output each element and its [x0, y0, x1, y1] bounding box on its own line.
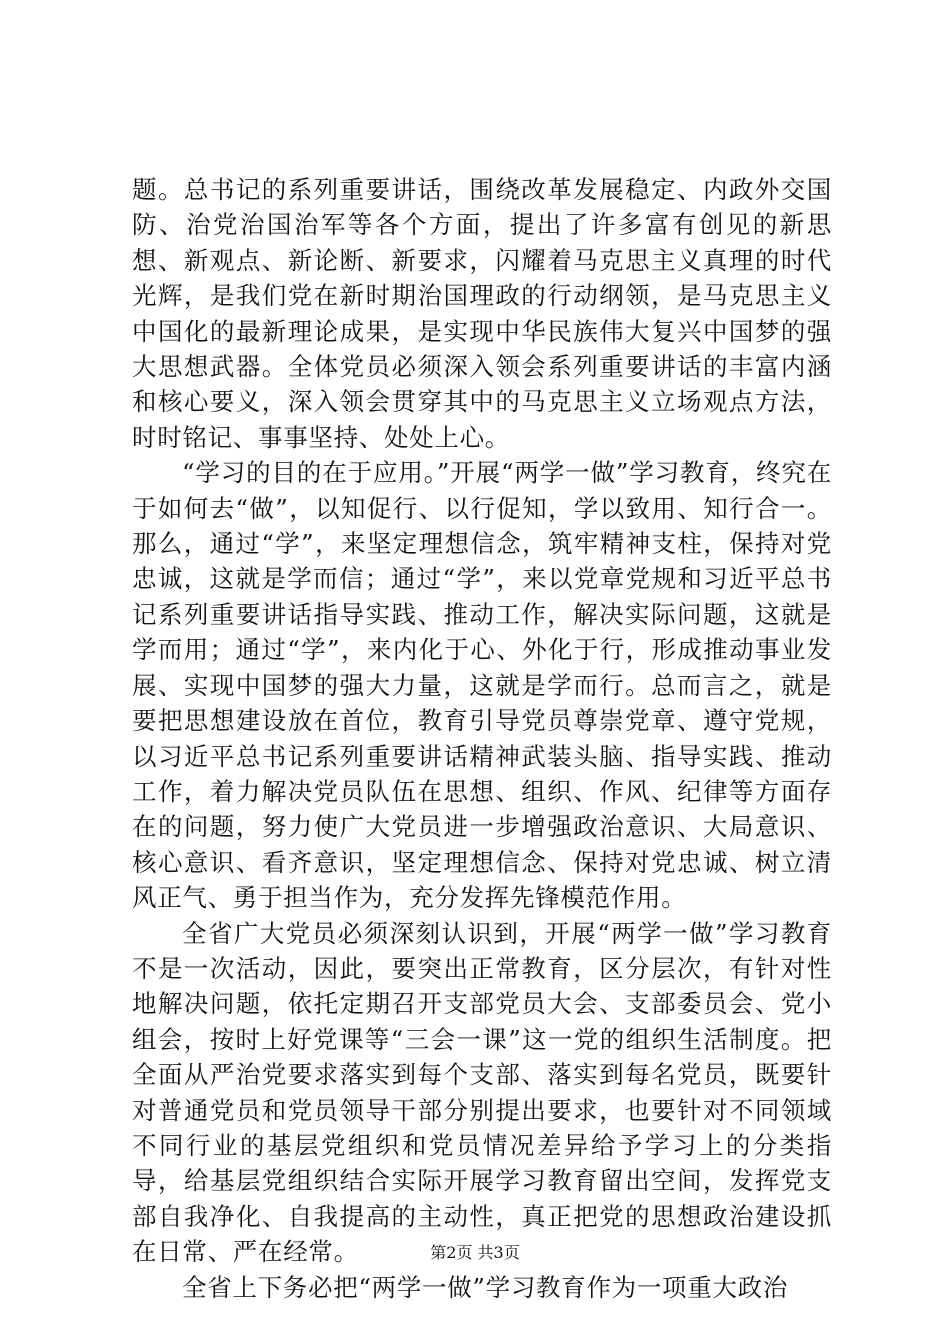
paragraph-1: 题。总书记的系列重要讲话，围绕改革发展稳定、内政外交国防、治党治国治军等各个方面，提出了许多富有创见的新思想、新观点、新论断、新要求，闪耀着马克思主义真理的时代光辉，是我们党在新时期治国理政的行动纲领，是马克思主义中国化的最新理论成果，是实现中华民族伟大复兴中国梦的强大思想武器。全体党员必须深入领会系列重要讲话的丰富内涵和核心要义，深入领会贯穿其中的马克思主义立场观点方法，时时铭记、事事坚持、处处上心。 — [132, 175, 832, 452]
paragraph-4: 全省上下务必把“两学一做”学习教育作为一项重大政治 — [182, 1272, 789, 1302]
paragraph-3: 全省广大党员必须深刻认识到，开展“两学一做”学习教育不是一次活动，因此，要突出正常教育，区分层次，有针对性地解决问题，依托定期召开支部党员大会、支部委员会、党小组会，按时上好党课等“三会一课”这一党的组织生活制度。把全面从严治党要求落实到每个支部、落实到每名党员，既要针对普通党员和党员领导干部分别提出要求，也要针对不同领域不同行业的基层党组织和党员情况差异给予学习上的分类指导，给基层党组织结合实际开展学习教育留出空间，发挥党支部自我净化、自我提高的主动性，真正把党的思想政治建设抓在日常、严在经常。 — [132, 918, 832, 1267]
page-footer: 第2页 共3页 — [430, 1243, 520, 1262]
document-body — [132, 172, 832, 1305]
paragraph-2: “学习的目的在于应用。”开展“两学一做”学习教育，终究在于如何去“做”，以知促行、以行促知，学以致用、知行合一。那么，通过“学”，来坚定理想信念，筑牢精神支柱，保持对党忠诚，这就是学而信；通过“学”，来以党章党规和习近平总书记系列重要讲话指导实践、推动工作，解决实际问题，这就是学而用；通过“学”，来内化于心、外化于行，形成推动事业发展、实现中国梦的强大力量，这就是学而行。总而言之，就是要把思想建设放在首位，教育引导党员尊崇党章、遵守党规，以习近平总书记系列重要讲话精神武装头脑、指导实践、推动工作，着力解决党员队伍在思想、组织、作风、纪律等方面存在的问题，努力使广大党员进一步增强政治意识、大局意识、核心意识、看齐意识，坚定理想信念、保持对党忠诚、树立清风正气、勇于担当作为，充分发挥先锋模范作用。 — [132, 458, 832, 913]
